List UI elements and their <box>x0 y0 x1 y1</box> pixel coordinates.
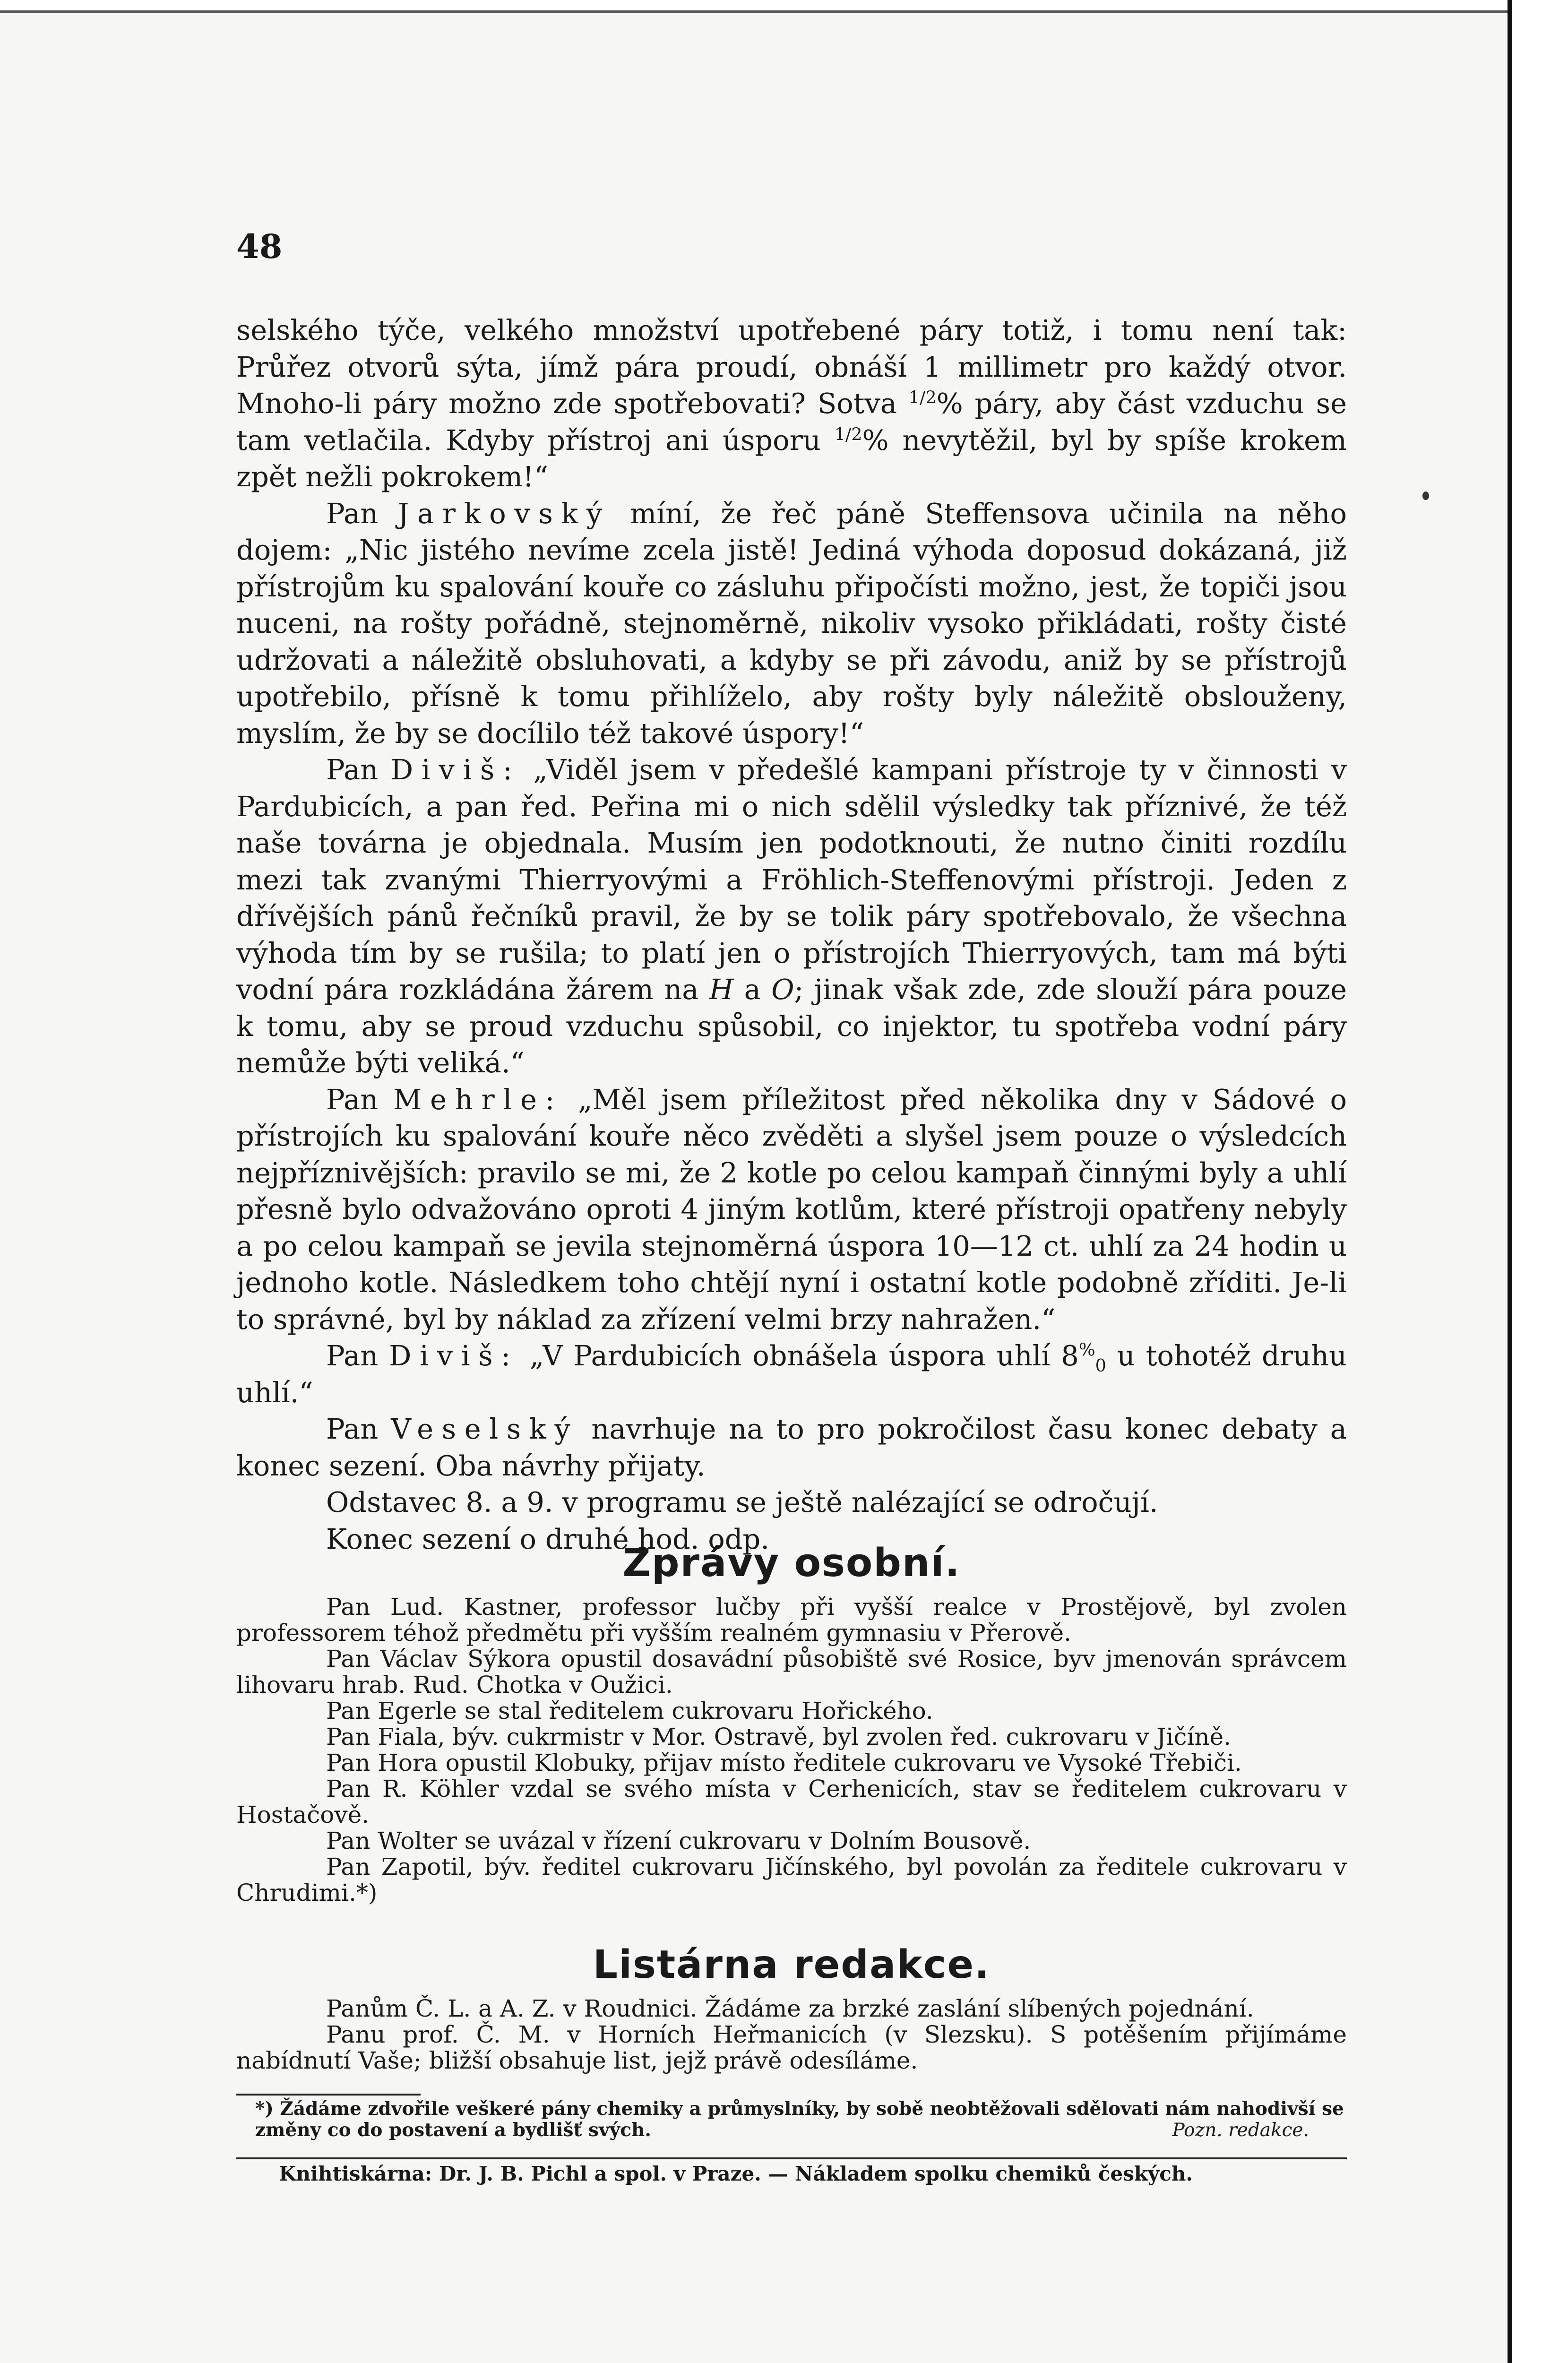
personal-news-section <box>236 1541 1347 1906</box>
speech-text: míní, že řeč páně Steffensova učinila na něho dojem: „Nic jistého nevíme zcela jistě! Jediná výhoda doposud dokázaná, již přístrojům ku spalování kouře co zásluhu připočísti možno, jest, že topiči jsou nuceni, na rošty pořádně, stejnoměrně, nikoliv vysoko přikládati, rošty čisté udržovati a náležitě obsluhovati, a kdyby se při závodu, aniž by se přístrojů upotřebilo, přísně k tomu přihlíželo, aby rošty byly náležitě obslouženy, myslím, že by se docílilo též takové úspory!“ <box>236 497 1347 750</box>
footnote-rule <box>236 2094 421 2096</box>
paragraph-text: selského týče, velkého množství upotřebené páry totiž, i tomu není tak: Průřez otvorů sýta, jímž pára proudí, obnáší 1 millimetr pro každý otvor. Mnoho-li páry možno zde spotřebovati? Sotva <box>236 314 1347 420</box>
editorial-letters-section <box>236 1942 1347 2074</box>
imprint: Knihtiskárna: Dr. J. B. Pichl a spol. v Praze. — Nákladem spolku chemiků českých. <box>279 2162 1193 2185</box>
symbol-o: O <box>771 973 794 1006</box>
speaker-name: Mehrle: <box>393 1083 563 1116</box>
speaker-prefix: Pan <box>326 1083 379 1116</box>
speaker-name: Diviš: <box>390 753 521 786</box>
speech-text: u tohotéž druhu uhlí.“ <box>236 1339 1347 1409</box>
news-item: Pan Zapotil, býv. ředitel cukrovaru Jičínského, byl povolán za ředitele cukrovaru v Chrudimi.*) <box>236 1853 1347 1906</box>
paragraph-divis-1 <box>236 751 1347 1081</box>
speaker-prefix: Pan <box>326 497 379 530</box>
fraction: 1/2 <box>908 387 937 408</box>
speaker-prefix: Pan <box>326 1413 379 1445</box>
letter-item: Panu prof. Č. M. v Horních Heřmanicích (v Slezsku). S potěšením přijímáme nabídnutí Vaše; bližší obsahuje list, jejž právě odesíláme. <box>236 2021 1347 2074</box>
speech-text: a <box>744 973 761 1006</box>
news-item: Pan Václav Sýkora opustil dosavádní působiště své Rosice, byv jmenován správcem lihovaru hrab. Rud. Chotka v Oužici. <box>236 1645 1347 1699</box>
paragraph-mehrle <box>236 1081 1347 1338</box>
speech-text: ; jinak však zde, zde slouží pára pouze k tomu, aby se proud vzduchu spůsobil, co injektor, tu spotřeba vodní páry nemůže býti veliká.“ <box>236 973 1347 1079</box>
percent: % <box>862 423 889 457</box>
speaker-prefix: Pan <box>326 1339 379 1372</box>
letter-item: Panům Č. L. a A. Z. v Roudnici. Žádáme za brzké zaslání slíbených pojednání. <box>326 1995 1254 2022</box>
paragraph-text: páry, aby část vzduchu se tam vetlačila. Kdyby přístroj ani úsporu <box>236 387 1347 457</box>
speaker-name: Jarkovský <box>397 497 611 530</box>
imprint-rule <box>236 2157 1347 2159</box>
news-item: Pan Wolter se uvázal v řízení cukrovaru v Dolním Bousově. <box>326 1827 1031 1854</box>
page-number: 48 <box>236 227 283 266</box>
speech-text: „V Pardubicích obnášela úspora uhlí 8 <box>529 1339 1079 1372</box>
footnote-text <box>255 2098 1347 2141</box>
fraction: 1/2 <box>834 423 862 444</box>
footnote-signature: Pozn. redakce. <box>1172 2120 1309 2141</box>
percent: % <box>936 387 963 420</box>
section-heading: Listárna redakce. <box>593 1942 991 1987</box>
footnote <box>255 2098 1347 2141</box>
paragraph-jarkovsky <box>236 495 1347 752</box>
speech-text: „Měl jsem příležitost před několika dny v Sádové o přístrojích ku spalování kouře něco zvěděti a slyšel jsem pouze o výsledcích nejpříznivějších: pravilo se mi, že 2 kotle po celou kampaň činnými byly a uhlí přesně bylo odvažováno oproti 4 jiným kotlům, které přístroji opatřeny nebyly a po celou kampaň se jevila stejnoměrná úspora 10—12 ct. uhlí za 24 hodin u jednoho kotle. Následkem toho chtějí nyní i ostatní kotle podobně zříditi. Je-li to správné, byl by náklad za zřízení velmi brzy nahražen.“ <box>236 1083 1347 1336</box>
paragraph-odstavec: Odstavec 8. a 9. v programu se ještě nalézající se odročují. <box>326 1486 1158 1518</box>
paragraph-steffens <box>236 312 1347 495</box>
paragraph-text: nevytěžil, byl by spíše krokem zpět nežli pokrokem!“ <box>236 423 1347 493</box>
speech-text: navrhuje na to pro pokročilost času konec debaty a konec sezení. Oba návrhy přijaty. <box>236 1413 1347 1482</box>
paragraph-divis-2: Pan Diviš: „V Pardubicích obnášela úspora uhlí $8^{\%}_0$ u tohotéž druhu uhlí.“ <box>236 1339 1347 1409</box>
news-item: Pan Fiala, býv. cukrmistr v Mor. Ostravě, byl zvolen řed. cukrovaru v Jičíně. <box>326 1723 1232 1751</box>
page-top-edge <box>0 0 1508 13</box>
news-item: Pan Lud. Kastner, professor lučby při vyšší realce v Prostějově, byl zvolen professorem téhož předmětu při vyšším realném gymnasiu v Přerově. <box>236 1593 1347 1647</box>
speaker-name: Diviš: <box>389 1339 519 1372</box>
paragraph-veselsky <box>236 1411 1347 1484</box>
symbol-h: H <box>709 973 734 1006</box>
speaker-prefix: Pan <box>326 753 379 786</box>
paragraph-konec: Konec sezení o druhé hod. odp. <box>326 1522 770 1555</box>
speech-text: „Viděl jsem v předešlé kampani přístroje ty v činnosti v Pardubicích, a pan řed. Peřina mi o nich sdělil výsledky tak příznivé, že též naše továrna je objednala. Musím jen podotknouti, že nutno činiti rozdílu mezi tak zvanými Thierryovými a Fröhlich-Steffenovými přístroji. Jeden z dřívějších pánů řečníků pravil, že by se tolik páry spotřebovalo, že všechna výhoda tím by se rušila; to platí jen o přístrojích Thierryových, tam má býti vodní pára rozkládána žárem na <box>236 753 1347 1006</box>
speaker-name: Veselský <box>391 1413 579 1445</box>
main-text-column <box>236 312 1347 1557</box>
footnote-body: *) Žádáme zdvořile veškeré pány chemiky a průmyslníky, by sobě neobtěžovali sdělovati nám nahodivší se změny co do postavení a bydlišť svých. <box>255 2098 1344 2141</box>
page-right-edge <box>1508 0 1568 2363</box>
news-item: Pan Egerle se stal ředitelem cukrovaru Hořického. <box>326 1697 933 1725</box>
news-item: Pan Hora opustil Klobuky, přijav místo ředitele cukrovaru ve Vysoké Třebiči. <box>326 1749 1242 1777</box>
scan-speck <box>1422 492 1429 500</box>
percent: % <box>1078 1339 1095 1360</box>
news-item: Pan R. Köhler vzdal se svého místa v Cerhenicích, stav se ředitelem cukrovaru v Hostačově. <box>236 1775 1347 1828</box>
section-heading: Zprávy osobní. <box>622 1541 961 1586</box>
